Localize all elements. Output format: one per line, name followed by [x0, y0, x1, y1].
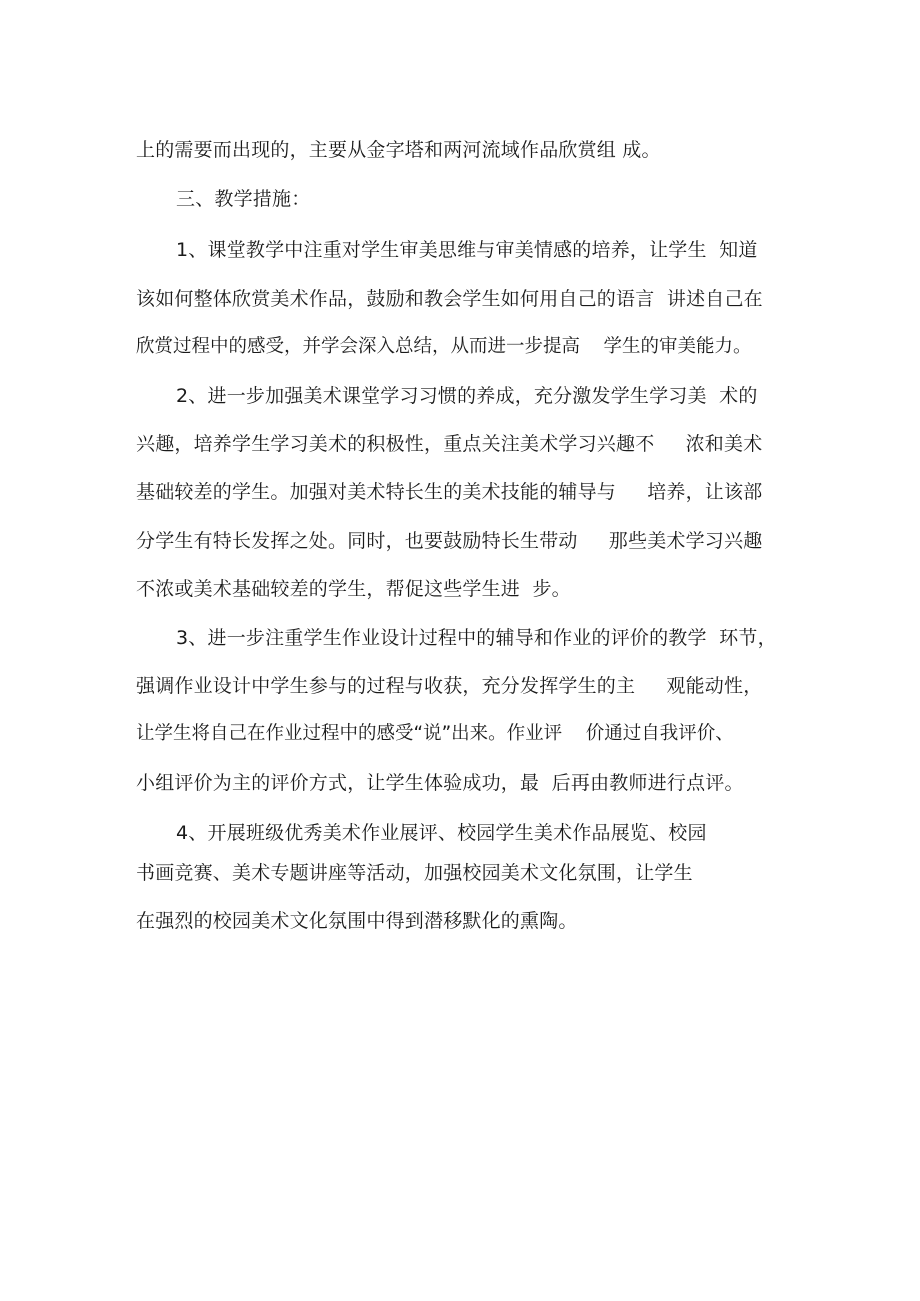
paragraph-line: 上的需要而出现的，主要从金字塔和两河流域作品欣赏组 成。 [136, 139, 661, 161]
paragraph-line: 强调作业设计中学生参与的过程与收获，充分发挥学生的主 观能动性， [136, 675, 763, 697]
paragraph-line: 1、课堂教学中注重对学生审美思维与审美情感的培养，让学生 知道 [176, 239, 758, 261]
paragraph-line: 小组评价为主的评价方式，让学生体验成功，最 后再由教师进行点评。 [136, 772, 744, 794]
paragraph-line: 3、进一步注重学生作业设计过程中的辅导和作业的评价的教学 环节， [176, 627, 777, 649]
paragraph-line: 不浓或美术基础较差的学生，帮促这些学生进 步。 [136, 578, 571, 600]
paragraph-line: 让学生将自己在作业过程中的感受“说”出来。作业评 价通过自我评价、 [136, 723, 734, 744]
paragraph-line: 书画竞赛、美术专题讲座等活动，加强校园美术文化氛围，让学生 [136, 862, 693, 884]
paragraph-line: 2、进一步加强美术课堂学习习惯的养成，充分激发学生学习美 术的 [176, 385, 758, 407]
paragraph-line: 兴趣，培养学生学习美术的积极性，重点关注美术学习兴趣不 浓和美术 [136, 433, 763, 455]
paragraph-line: 基础较差的学生。加强对美术特长生的美术技能的辅导与 培养，让该部 [136, 481, 763, 503]
paragraph-line: 欣赏过程中的感受，并学会深入总结，从而进一步提高 学生的审美能力。 [136, 336, 752, 357]
paragraph-line: 分学生有特长发挥之处。同时，也要鼓励特长生带动 那些美术学习兴趣 [136, 530, 763, 552]
paragraph-line: 在强烈的校园美术文化氛围中得到潜移默化的熏陶。 [136, 910, 578, 932]
section-heading: 三、教学措施： [176, 188, 311, 210]
paragraph-line: 4、开展班级优秀美术作业展评、校园学生美术作品展览、校园 [176, 822, 707, 844]
paragraph-line: 该如何整体欣赏美术作品，鼓励和教会学生如何用自己的语言 讲述自己在 [136, 288, 763, 310]
